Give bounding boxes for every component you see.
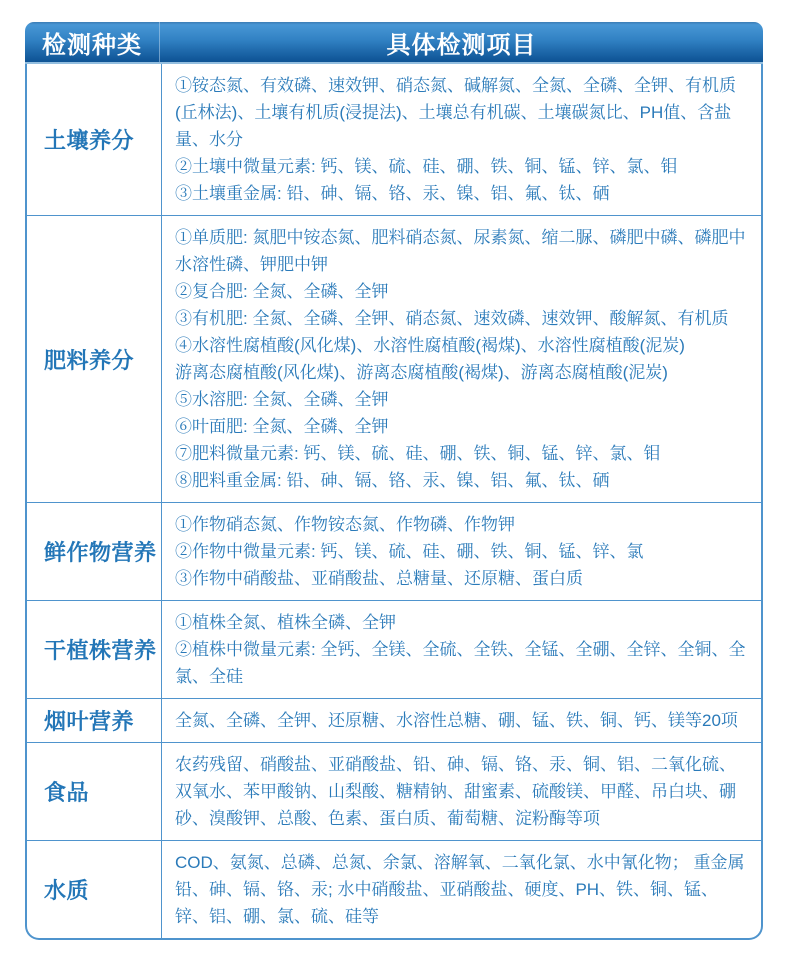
- item-line: ③有机肥: 全氮、全磷、全钾、硝态氮、速效磷、速效钾、酸解氮、有机质: [175, 309, 729, 328]
- items-cell: [162, 841, 761, 938]
- items-cell: [162, 743, 761, 840]
- item-line: ①单质肥: 氮肥中铵态氮、肥料硝态氮、尿素氮、缩二脲、磷肥中磷、磷肥中水溶性磷、钾肥中钾: [175, 228, 746, 274]
- category-cell: 干植株营养: [27, 601, 162, 698]
- item-line: ②复合肥: 全氮、全磷、全钾: [175, 282, 389, 301]
- item-line: ②植株中微量元素: 全钙、全镁、全硫、全铁、全锰、全硼、全锌、全铜、全氯、全硅: [175, 640, 746, 686]
- category-cell: 鲜作物营养: [27, 503, 162, 600]
- item-line: ①植株全氮、植株全磷、全钾: [175, 613, 396, 632]
- item-line: ③作物中硝酸盐、亚硝酸盐、总糖量、还原糖、蛋白质: [175, 569, 583, 588]
- item-line: COD、氨氮、总磷、总氮、余氯、溶解氧、二氧化氯、水中氰化物； 重金属铅、砷、镉、铬、汞; 水中硝酸盐、亚硝酸盐、硬度、PH、铁、铜、锰、锌、铝、硼、氯、硫、硅等: [175, 853, 745, 926]
- category-cell: 肥料养分: [27, 216, 162, 502]
- category-cell: 土壤养分: [27, 64, 162, 215]
- item-line: ①铵态氮、有效磷、速效钾、硝态氮、碱解氮、全氮、全磷、全钾、有机质(丘林法)、土壤有机质(浸提法)、土壤总有机碳、土壤碳氮比、PH值、含盐量、水分: [175, 76, 736, 149]
- category-cell: 水质: [27, 841, 162, 938]
- item-line: ⑥叶面肥: 全氮、全磷、全钾: [175, 417, 389, 436]
- items-cell: [162, 699, 761, 742]
- item-line: ④水溶性腐植酸(风化煤)、水溶性腐植酸(褐煤)、水溶性腐植酸(泥炭): [175, 336, 685, 355]
- item-line: ③土壤重金属: 铅、砷、镉、铬、汞、镍、铝、氟、钛、硒: [175, 184, 610, 203]
- table-row-5: [27, 742, 761, 840]
- items-cell: [162, 64, 761, 215]
- header-cell-category: 检测种类: [25, 22, 160, 62]
- items-cell: [162, 503, 761, 600]
- table-row-6: [27, 840, 761, 938]
- item-line: ①作物硝态氮、作物铵态氮、作物磷、作物钾: [175, 515, 515, 534]
- detection-items-table: [25, 22, 763, 940]
- item-line: ⑧肥料重金属: 铅、砷、镉、铬、汞、镍、铝、氟、钛、硒: [175, 471, 610, 490]
- table-header-row: [25, 22, 763, 64]
- table-body: [25, 64, 763, 940]
- table-row-1: [27, 215, 761, 502]
- item-line: ②作物中微量元素: 钙、镁、硫、硅、硼、铁、铜、锰、锌、氯: [175, 542, 644, 561]
- item-line: ②土壤中微量元素: 钙、镁、硫、硅、硼、铁、铜、锰、锌、氯、钼: [175, 157, 678, 176]
- table-row-0: [27, 64, 761, 215]
- item-line: 全氮、全磷、全钾、还原糖、水溶性总糖、硼、锰、铁、铜、钙、镁等20项: [175, 711, 738, 730]
- item-line: 游离态腐植酸(风化煤)、游离态腐植酸(褐煤)、游离态腐植酸(泥炭): [175, 363, 668, 382]
- table-row-2: [27, 502, 761, 600]
- category-cell: 食品: [27, 743, 162, 840]
- item-line: ⑤水溶肥: 全氮、全磷、全钾: [175, 390, 389, 409]
- items-cell: [162, 601, 761, 698]
- header-cell-items: 具体检测项目: [386, 31, 537, 59]
- table-row-3: [27, 600, 761, 698]
- item-line: 农药残留、硝酸盐、亚硝酸盐、铅、砷、镉、铬、汞、铜、铝、二氧化硫、双氧水、苯甲酸钠、山梨酸、糖精钠、甜蜜素、硫酸镁、甲醛、吊白块、硼砂、溴酸钾、总酸、色素、蛋白质、葡萄糖、淀粉酶等项: [175, 755, 736, 828]
- category-cell: 烟叶营养: [27, 699, 162, 742]
- items-cell: [162, 216, 761, 502]
- table-row-4: [27, 698, 761, 742]
- item-line: ⑦肥料微量元素: 钙、镁、硫、硅、硼、铁、铜、锰、锌、氯、钼: [175, 444, 661, 463]
